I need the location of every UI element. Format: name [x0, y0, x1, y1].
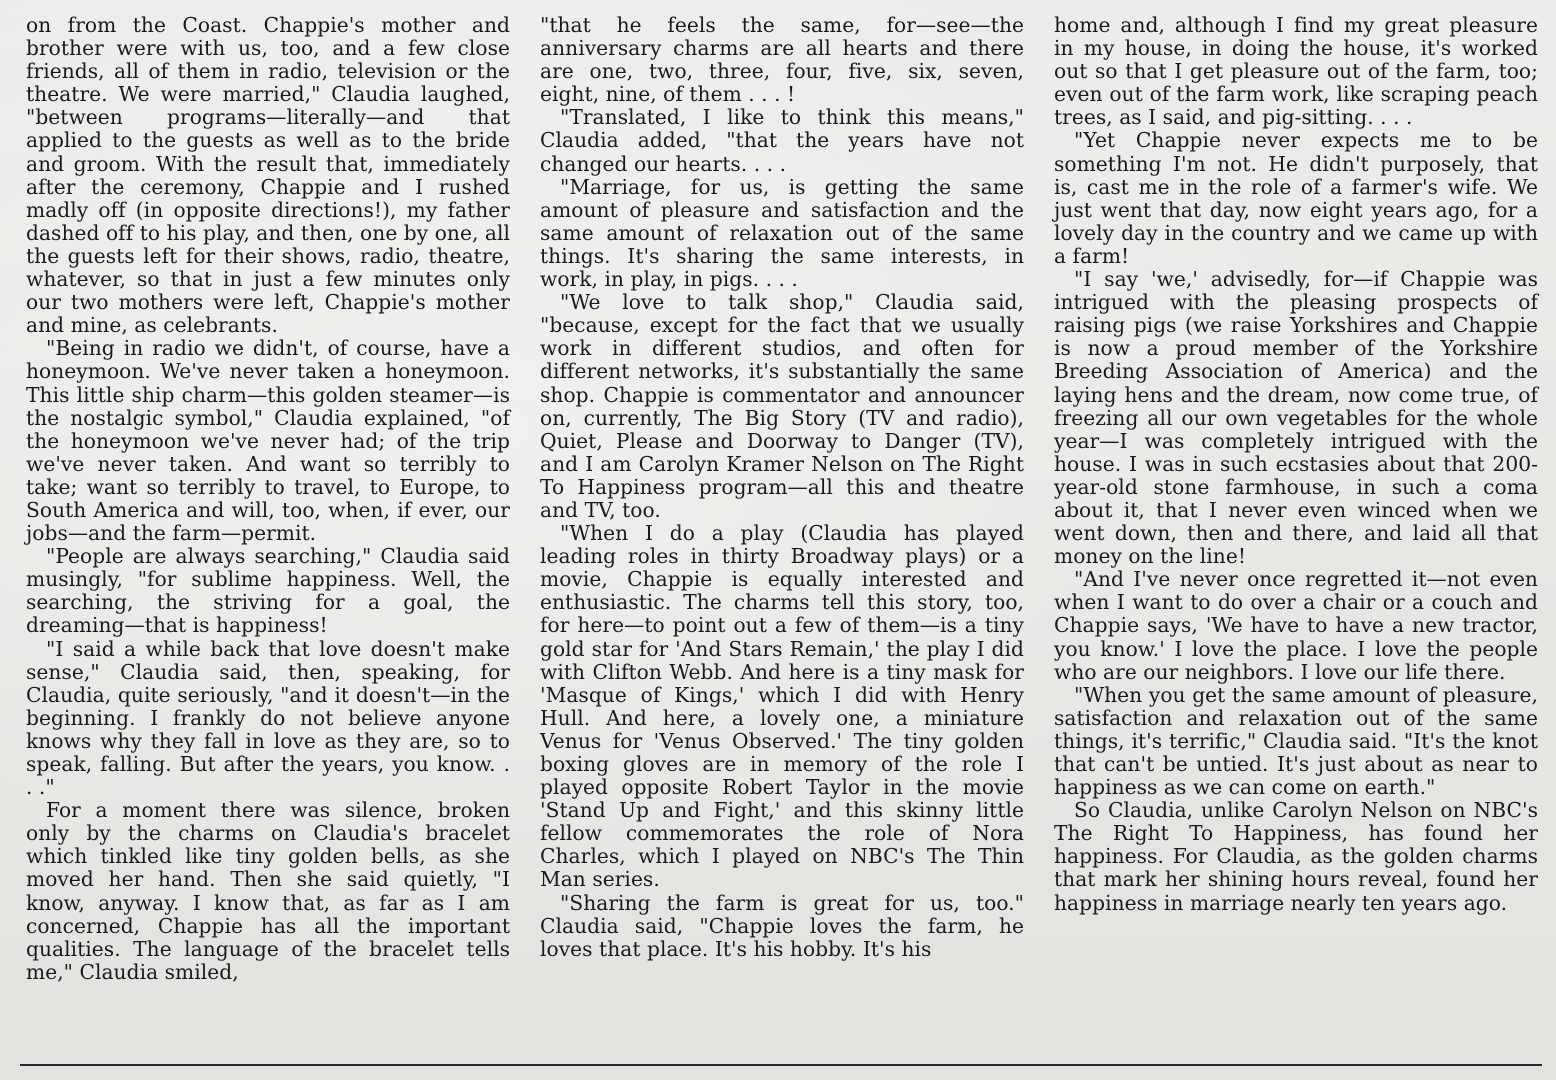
paragraph: "Translated, I like to think this means," Claudia added, "that the years have not changed our hearts. . . .: [540, 105, 1024, 176]
column-middle: [540, 14, 1024, 984]
paragraph: So Claudia, unlike Carolyn Nelson on NBC's The Right To Happiness, has found her happiness. For Claudia, as the golden charms that mark her shining hours reveal, found her happiness in marriage nearly ten years ago.: [1054, 798, 1538, 915]
paragraph: "Sharing the farm is great for us, too." Claudia said, "Chappie loves the farm, he loves that place. It's his hobby. It's his: [540, 890, 1024, 961]
paragraph: home and, although I find my great pleasure in my house, in doing the house, it's worked out so that I get pleasure out of the farm, too; even out of the farm work, like scraping peach trees, as I said, and pig-sitting. . . .: [1054, 13, 1538, 130]
paragraph: For a moment there was silence, broken only by the charms on Claudia's bracelet which tinkled like tiny golden bells, as she moved her hand. Then she said quietly, "I know, anyway. I know that, as far as I am concerned, Chappie has all the important qualities. The language of the bracelet tells me," Claudia smiled,: [26, 798, 510, 984]
article-columns: [26, 14, 1538, 984]
paragraph: "When you get the same amount of pleasure, satisfaction and relaxation out of the same things, it's terrific," Claudia said. "It's the knot that can't be untied. It's just about as near to happiness as we can come on earth.": [1054, 682, 1538, 800]
paragraph: "People are always searching," Claudia said musingly, "for sublime happiness. Well, the searching, the striving for a goal, the dreaming—that is happiness!: [26, 544, 510, 638]
paragraph: "I say 'we,' advisedly, for—if Chappie was intrigued with the pleasing prospects of raising pigs (we raise Yorkshires and Chappie is now a proud member of the Yorkshire Breeding Association of America) and the laying hens and the dream, now come true, of freezing all our own vegetables for the whole year—I was completely intrigued with the house. I was in such ecstasies about that 200-year-old stone farmhouse, in such a coma about it, that I never even winced when we went down, then and there, and laid all that money on the line!: [1054, 267, 1538, 569]
paragraph: "that he feels the same, for—see—the anniversary charms are all hearts and there are one, two, three, four, five, six, seven, eight, nine, of them . . . !: [540, 13, 1024, 107]
paragraph: "Yet Chappie never expects me to be something I'm not. He didn't purposely, that is, cast me in the role of a farmer's wife. We just went that day, now eight years ago, for a lovely day in the country and we came up with a farm!: [1054, 128, 1538, 268]
column-right: [1054, 14, 1538, 984]
paragraph: "I said a while back that love doesn't make sense," Claudia said, then, speaking, for Claudia, quite seriously, "and it doesn't—in the beginning. I frankly do not believe anyone knows why they fall in love as they are, so to speak, falling. But after the years, you know. . . .": [26, 636, 510, 800]
column-left: [26, 14, 510, 984]
paragraph: "Marriage, for us, is getting the same amount of pleasure and satisfaction and the same amount of relaxation out of the same things. It's sharing the same interests, in work, in play, in pigs. . . .: [540, 174, 1024, 292]
paragraph: "We love to talk shop," Claudia said, "because, except for the fact that we usually work in different studios, and often for different networks, it's substantially the same shop. Chappie is commentator and announcer on, currently, The Big Story (TV and radio), Quiet, Please and Doorway to Danger (TV), and I am Carolyn Kramer Nelson on The Right To Happiness program—all this and theatre and TV, too.: [540, 290, 1024, 522]
paragraph: on from the Coast. Chappie's mother and brother were with us, too, and a few close friends, all of them in radio, television or the theatre. We were married," Claudia laughed, "between programs—literally—and that applied to the guests as well as to the bride and groom. With the result that, immediately after the ceremony, Chappie and I rushed madly off (in opposite directions!), my father dashed off to his play, and then, one by one, all the guests left for their shows, radio, theatre, whatever, so that in just a few minutes only our two mothers were left, Chappie's mother and mine, as celebrants.: [26, 13, 510, 338]
paragraph: "And I've never once regretted it—not even when I want to do over a chair or a couch and Chappie says, 'We have to have a new tractor, you know.' I love the place. I love the people who are our neighbors. I love our life there.: [1054, 567, 1538, 684]
bottom-rule-divider: [20, 1064, 1542, 1066]
paragraph: "When I do a play (Claudia has played leading roles in thirty Broadway plays) or a movie, Chappie is equally interested and enthusiastic. The charms tell this story, too, for here—to point out a few of them—is a tiny gold star for 'And Stars Remain,' the play I did with Clifton Webb. And here is a tiny mask for 'Masque of Kings,' which I did with Henry Hull. And here, a lovely one, a miniature Venus for 'Venus Observed.' The tiny golden boxing gloves are in memory of the role I played opposite Robert Taylor in the movie 'Stand Up and Fight,' and this skinny little fellow commemorates the role of Nora Charles, which I played on NBC's The Thin Man series.: [540, 521, 1024, 892]
paragraph: "Being in radio we didn't, of course, have a honeymoon. We've never taken a honeymoon. This little ship charm—this golden steamer—is the nostalgic symbol," Claudia explained, "of the honeymoon we've never had; of the trip we've never taken. And want so terribly to take; want so terribly to travel, to Europe, to South America and will, too, when, if ever, our jobs—and the farm—permit.: [26, 336, 510, 546]
